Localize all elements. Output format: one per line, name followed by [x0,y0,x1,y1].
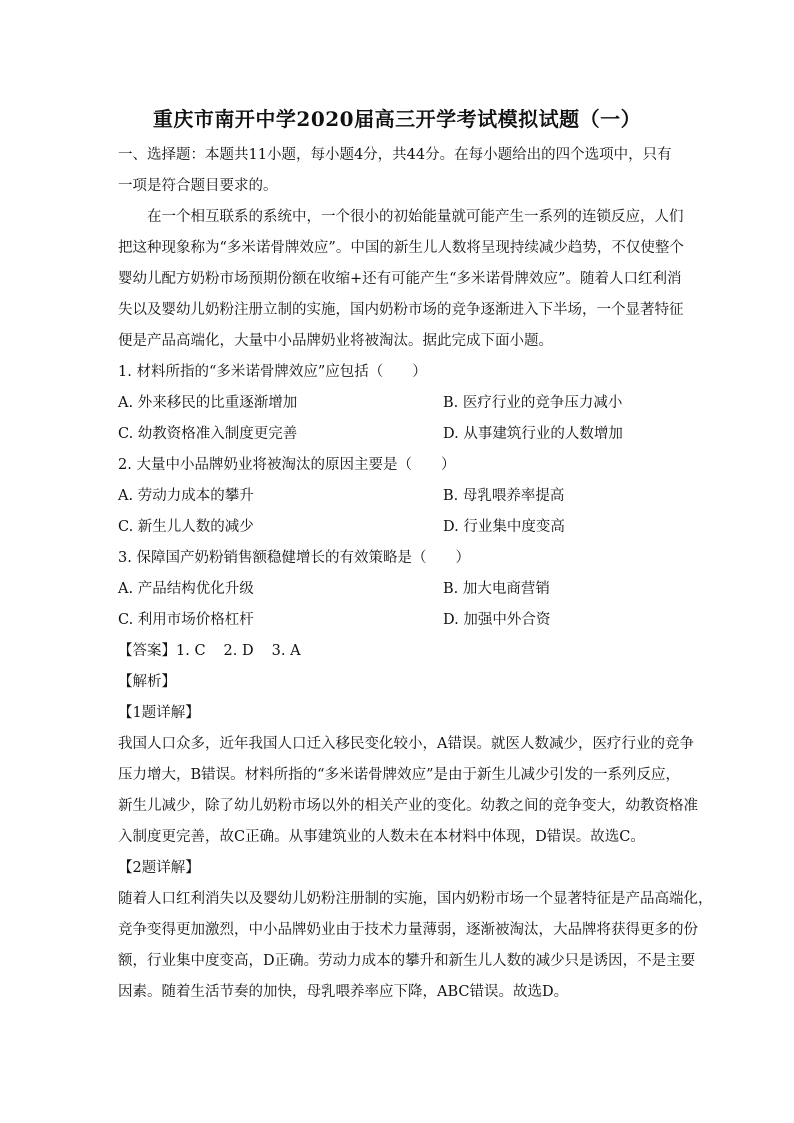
detail-line: 因素。随着生活节奏的加快，母乳喂养率应下降，ABC错误。故选D。 [118,984,569,1000]
option-a: A. 产品结构优化升级 [118,581,254,597]
option-c: C. 新生儿人数的减少 [118,519,254,535]
detail-label: 【1题详解】 [118,705,200,721]
option-d: D. 加强中外合资 [443,612,551,628]
page-title: 重庆市南开中学2020届高三开学考试模拟试题（一） [152,107,642,131]
option-row [118,419,678,450]
option-b: B. 加大电商营销 [443,581,550,597]
question-3 [118,543,678,636]
detail-label: 【2题详解】 [118,860,200,876]
detail-line: 随着人口红利消失以及婴幼儿奶粉注册制的实施，国内奶粉市场一个显著特征是产品高端化， [118,891,713,907]
question-stem: 1. 材料所指的“多米诺骨牌效应”应包括（ ） [118,364,427,380]
detail-line: 我国人口众多，近年我国人口迁入移民变化较小，A错误。就医人数减少，医疗行业的竞争 [118,736,694,752]
passage-line: 失以及婴幼儿奶粉注册立制的实施，国内奶粉市场的竞争逐渐进入下半场，一个显著特征 [118,302,684,318]
detail-1 [118,698,698,853]
answer-label: 【答案】 [118,643,176,659]
detail-2 [118,853,713,1008]
option-a: A. 外来移民的比重逐渐增加 [118,395,298,411]
question-2 [118,450,678,543]
section-line: 一、选择题：本题共11小题，每小题4分，共44分。在每小题给出的四个选项中，只有 [118,147,672,163]
detail-line: 入制度更完善，故C正确。从事建筑业的人数未在本材料中体现，D错误。故选C。 [118,829,645,845]
question-1 [118,357,678,450]
answer-item: 2. D [223,643,254,659]
detail-line: 额，行业集中度变高，D正确。劳动力成本的攀升和新生儿人数的减少只是诱因，不是主要 [118,953,696,969]
question-stem: 2. 大量中小品牌奶业将被淘汰的原因主要是（ ） [118,457,456,473]
document-body [118,140,713,1008]
option-c: C. 幼教资格准入制度更完善 [118,426,298,442]
option-d: D. 行业集中度变高 [443,519,565,535]
analysis-label: 【解析】 [118,674,176,690]
passage-line: 在一个相互联系的系统中，一个很小的初始能量就可能产生一系列的连锁反应，人们 [147,209,684,225]
question-stem: 3. 保障国产奶粉销售额稳健增长的有效策略是（ ） [118,550,470,566]
option-row [118,388,678,419]
passage-line: 婴幼儿配方奶粉市场预期份额在收缩+还有可能产生“多米诺骨牌效应”。随着人口红利消 [118,271,682,287]
passage [118,202,684,357]
option-b: B. 医疗行业的竞争压力减小 [443,395,623,411]
option-c: C. 利用市场价格杠杆 [118,612,254,628]
option-b: B. 母乳喂养率提高 [443,488,565,504]
detail-line: 新生儿减少，除了幼儿奶粉市场以外的相关产业的变化。幼教之间的竞争变大，幼教资格准 [118,798,698,814]
option-row [118,512,678,543]
option-row [118,605,678,636]
option-row [118,574,678,605]
answer-item: 3. A [271,643,301,659]
detail-line: 压力增大，B错误。材料所指的“多米诺骨牌效应”是由于新生儿减少引发的一系列反应， [118,767,680,783]
answer-line [118,636,678,667]
passage-line: 便是产品高端化，大量中小品牌奶业将被淘汰。据此完成下面小题。 [118,333,553,349]
option-row [118,481,678,512]
section-line: 一项是符合题目要求的。 [118,178,278,194]
section-heading [118,140,678,202]
detail-line: 竞争变得更加激烈，中小品牌奶业由于技术力量薄弱，逐渐被淘汰，大品牌将获得更多的份 [118,922,698,938]
passage-line: 把这种现象称为“多米诺骨牌效应”。中国的新生儿人数将呈现持续减少趋势，不仅使整个 [118,240,684,256]
option-d: D. 从事建筑行业的人数增加 [443,426,623,442]
answer-item: 1. C [176,643,206,659]
option-a: A. 劳动力成本的攀升 [118,488,254,504]
